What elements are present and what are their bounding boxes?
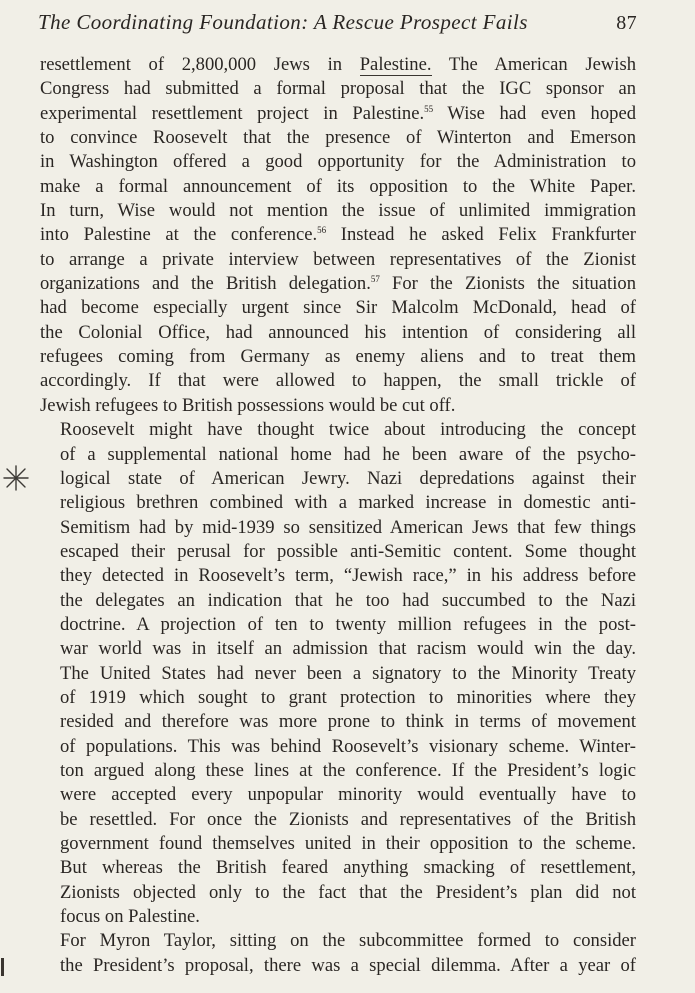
- text-line: [40, 783, 636, 807]
- text-run: war world was in itself an admission that racism would win the day.: [60, 638, 636, 660]
- text-run: of a supplemental national home had he been aware of the psycho-: [60, 443, 636, 465]
- text-line: [40, 808, 636, 832]
- text-run: refugees coming from Germany as enemy aliens and to treat them: [40, 346, 636, 368]
- text-line: [40, 662, 636, 686]
- text-line: [40, 832, 636, 856]
- text-run: of 1919 which sought to grant protection to minorities where they: [60, 686, 636, 708]
- margin-asterisk-mark: [2, 464, 30, 492]
- text-line: [40, 516, 636, 540]
- text-run: resettlement of 2,800,000 Jews in: [40, 54, 360, 75]
- text-line: [40, 199, 636, 223]
- text-run: be resettled. For once the Zionists and representatives of the British: [60, 808, 636, 830]
- text-run: But whereas the British feared anything smacking of resettlement,: [60, 857, 636, 879]
- text-run: resided and therefore was more prone to think in terms of movement: [60, 711, 636, 733]
- text-run: the President’s proposal, there was a special dilemma. After a year of: [60, 954, 636, 976]
- running-title: The Coordinating Foundation: A Rescue Prospect Fails: [38, 10, 528, 34]
- text-run: accordingly. If that were allowed to happen, the small trickle of: [40, 370, 636, 392]
- text-line: [40, 467, 636, 491]
- text-line: [40, 637, 636, 661]
- text-line: [40, 175, 636, 199]
- text-line: [40, 223, 636, 247]
- text-run: In turn, Wise would not mention the issue of unlimited immigration: [40, 200, 636, 222]
- text-line: [40, 150, 636, 174]
- text-line: [40, 710, 636, 734]
- text-run: Jewish refugees to British possessions would be cut off.: [40, 394, 456, 416]
- text-line: [40, 102, 636, 126]
- text-line: [40, 126, 636, 150]
- text-run: Roosevelt might have thought twice about introducing the concept: [60, 419, 636, 441]
- text-run: of populations. This was behind Roosevelt’s visionary scheme. Winter-: [60, 735, 636, 757]
- text-line: [40, 53, 636, 77]
- text-line: [40, 272, 636, 296]
- text-line: [40, 248, 636, 272]
- footnote-marker[interactable]: 57: [370, 274, 380, 285]
- text-line: [40, 491, 636, 515]
- text-run: doctrine. A projection of ten to twenty million refugees in the post-: [60, 613, 636, 635]
- text-line: [40, 881, 636, 905]
- text-line: [40, 954, 636, 978]
- paragraph: [40, 418, 636, 929]
- text-run: experimental resettlement project in Palestine.: [40, 102, 425, 124]
- paragraph: [40, 929, 636, 978]
- text-line: [40, 540, 636, 564]
- text-run: logical state of American Jewry. Nazi depredations against their: [60, 467, 636, 489]
- text-line: [40, 589, 636, 613]
- text-run: make a formal announcement of its opposition to the White Paper.: [40, 175, 636, 197]
- text-line: [40, 345, 636, 369]
- paragraph: [40, 53, 636, 418]
- footnote-marker[interactable]: 55: [424, 103, 434, 114]
- text-line: [40, 564, 636, 588]
- text-line: [40, 443, 636, 467]
- text-line: [40, 394, 636, 418]
- text-run: to convince Roosevelt that the presence of Winterton and Emerson: [40, 127, 636, 149]
- text-line: [40, 735, 636, 759]
- underlined-text: Palestine.: [359, 54, 432, 75]
- text-run: the delegates an indication that he too had succumbed to the Nazi: [60, 589, 636, 611]
- text-run: had become especially urgent since Sir Malcolm McDonald, head of: [40, 297, 636, 319]
- running-header: [38, 10, 637, 40]
- text-run: in Washington offered a good opportunity for the Administration to: [40, 151, 636, 173]
- margin-tick-mark: [1, 958, 4, 976]
- text-run: The United States had never been a signatory to the Minority Treaty: [60, 662, 636, 684]
- text-run: For Myron Taylor, sitting on the subcommittee formed to consider: [60, 930, 636, 952]
- text-line: [40, 418, 636, 442]
- page-number: 87: [616, 12, 637, 34]
- text-run: the Colonial Office, had announced his intention of considering all: [40, 321, 636, 343]
- text-run: Semitism had by mid-1939 so sensitized American Jews that few things: [60, 516, 636, 538]
- text-line: [40, 296, 636, 320]
- text-run: were accepted every unpopular minority would eventually have to: [60, 784, 636, 806]
- text-run: into Palestine at the conference.: [40, 224, 318, 246]
- text-run: ton argued along these lines at the conference. If the President’s logic: [60, 759, 636, 781]
- text-run: religious brethren combined with a marked increase in domestic anti-: [60, 492, 636, 514]
- text-line: [40, 77, 636, 101]
- text-run: Instead he asked Felix Frankfurter: [326, 224, 636, 246]
- text-run: Zionists objected only to the fact that the President’s plan did not: [60, 881, 636, 903]
- text-run: Wise had even hoped: [433, 102, 637, 124]
- text-line: [40, 856, 636, 880]
- text-run: The American Jewish: [431, 54, 636, 75]
- text-run: government found themselves united in their opposition to the scheme.: [60, 833, 636, 854]
- text-run: they detected in Roosevelt’s term, “Jewish race,” in his address before: [60, 565, 636, 587]
- text-line: [40, 686, 636, 710]
- text-run: Congress had submitted a formal proposal that the IGC sponsor an: [40, 78, 636, 100]
- text-line: [40, 369, 636, 393]
- text-run: to arrange a private interview between representatives of the Zionist: [40, 248, 636, 270]
- body-text: [40, 53, 636, 978]
- text-run: escaped their perusal for possible anti-Semitic content. Some thought: [60, 540, 636, 562]
- text-line: [40, 905, 636, 929]
- text-line: [40, 929, 636, 953]
- text-line: [40, 759, 636, 783]
- text-line: [40, 321, 636, 345]
- text-run: For the Zionists the situation: [379, 273, 636, 295]
- text-run: organizations and the British delegation.: [40, 273, 371, 295]
- text-run: focus on Palestine.: [60, 906, 200, 928]
- footnote-marker[interactable]: 56: [317, 225, 327, 236]
- text-line: [40, 613, 636, 637]
